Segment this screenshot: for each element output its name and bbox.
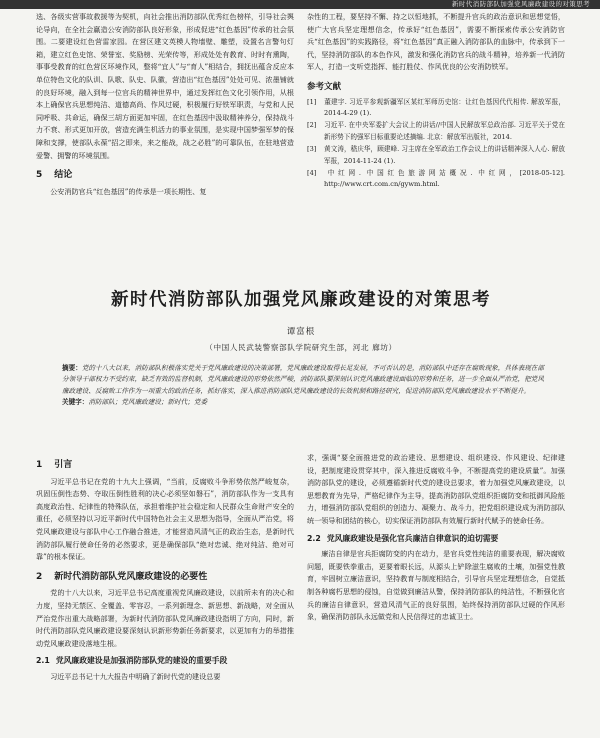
abstract-text: 党的十八大以来，消防部队积极落实党关于党风廉政建设的决策部署，党风廉政建设取得长足发展，不可否认的是，消防部队中还存在腐败现象，具体表现在部分领导干部权力不受约束，缺乏有效的监督机制，党风廉政建设的形势依然严峻，消防部队要深刻认识党风廉政建设面临的形势和任务，进一步全面从严治党，把党风廉政建设、反腐败工作作为一项重大的政治任务，抓好落实，深入推进消防部队党风廉政建设的长效机制和路径研究，促进消防部队党风廉政建设水平不断提升。 (62, 364, 545, 395)
running-header: 新时代消防部队加强党风廉政建设的对策思考 (452, 0, 590, 8)
intro-heading: 1 引言 (36, 460, 73, 470)
reference-item: [2] 习近平. 在中央军委扩大会议上的讲话//中国人民解放军总政治部. 习近平关于党在新形势下的强军目标重要论述摘编. 北京：解放军出版社，2014. (307, 121, 565, 141)
section-2-1-paragraph: 习近平总书记十九大报告中明确了新时代党的建设总要 (50, 671, 221, 681)
conclusion-heading (36, 169, 294, 182)
article-affiliation: （中国人民武装警察部队学院研究生部，河北 廊坊） (205, 343, 397, 352)
conclusion-label: 结论 (54, 170, 73, 181)
section-2-heading: 2 新时代消防部队党风廉政建设的必要性 (36, 571, 208, 582)
article-author: 谭富根 (286, 327, 316, 337)
section-2-paragraph: 党的十八大以来，习近平总书记高度重视党风廉政建设，以前所未有的决心和力度，坚持无禁区、全覆盖、零容忍，一系列新理念、新思想、新战略，对全面从严治党作出重大战略部署，为新时代消防部队党风廉政建设指明了方向，同时，新时代消防部队党风廉政建设要深刻认识新形势新任务新要求，以更加有力的举措推动党风廉政建设落地生根。 (36, 588, 294, 648)
reference-item: [3] 黄文涛，嵇庆华，顾建峰. 习主席在全军政治工作会议上的讲话精神深入人心. 解放军报，2014-11-24 (1). (307, 145, 565, 165)
section-2-2-heading: 2.2 党风廉政建设是强化官兵廉洁自律意识的迫切需要 (307, 533, 499, 543)
article-left-column (36, 452, 294, 684)
section-2-1-paragraph-continued: 求，强调“要全面推进党的政治建设、思想建设、组织建设、作风建设、纪律建设，把制度建设贯穿其中，深入推进反腐败斗争，不断提高党的建设质量”。加强消防部队党的建设，必须遵循新时代党的建设总要求，着力加强党风廉政建设，以思想教育为先导，严格纪律作为主导，提高消防部队党组织拒腐防变和抵御风险能力，增强消防部队党组织的创造力、凝聚力、战斗力，把党组织建设成为消防部队统一领导和团结的核心，切实保证消防部队有效履行新时代赋予的使命任务。 (307, 453, 565, 525)
reference-item: [1] 董建宇. 习近平参观新疆军区某红军师历史馆：让红色基因代代相传. 解放军报，2014-4-29 (1). (307, 97, 565, 117)
article-title: 新时代消防部队加强党风廉政建设的对策思考 (111, 290, 491, 310)
conclusion-paragraph: 公安消防官兵“红色基因”的传承是一项长期性、复 (50, 186, 207, 196)
prev-article-paragraph: 选、各级实营事故救援等为契机，向社会推出消防部队优秀红色榜样，引导社会舆论导向，在全社会赢造公安消防部队良好形象，形成促进“红色基因”传承的社会氛围。二要建设红色营雷家园。在营区建文英模人物墙壁、雕塑，设置名言警句灯箱，建立红色史馆、荣誉室、奖励榜、光荣传等，形成处处有教育、时时有熏陶，事事受教育的红色营区环境作风，整将“宜人”与“育人”相结合，拥抚出蕴含反应本单位特色文化的队训、队歌、队史、队徽，营造出“红色基因”处处可见、浓墨铺就的良好环境，融入到每一位官兵的精神世界中，通过发挥红色文化引领作用，从根本上确保官兵思想纯洁、道德高尚、作风过硬，积极履行好铁军职责，与党和人民同呼吸、共命运，确保三胡方面更加牢固，在红色基因中汲取精神养分，保持战斗力不衰、形式更加开放，营造充满生机活力的事业氛围，是实现中国梦强军梦的保障和支撑，使部队永葆“招之即来，来之能战，战之必胜”的可靠队伍，在驻地营造爱警、拥警的环境氛围。 (36, 12, 294, 160)
keywords-label: 关键字： (62, 397, 89, 406)
keywords-text: 消防部队；党风廉政建设；新时代；党委 (88, 397, 208, 406)
section-2-2-paragraph: 廉洁自律是官兵拒腐防变的内在动力，是官兵党性纯洁的重要表现，解决腐败问题，既要铁拳重击，更要着眼长远，从源头上铲除滋生腐败的土壤，加强党性教育，牢固树立廉洁意识，坚持教育与制度相结合，引导官兵坚定理想信念，自觉抵制各种腐朽思想的侵蚀，自觉做到廉洁从警，保持消防部队的纯洁性，不断强化官兵的廉洁自律意识，营造风清气正的良好氛围，始终保持消防部队过硬的作风形象，确保消防部队永远做党和人民信得过的忠诚卫士。 (307, 549, 565, 622)
references-list (307, 97, 565, 191)
top-strip (0, 0, 600, 9)
intro-paragraph: 习近平总书记在党的十九大上强调，“当前，反腐败斗争形势依然严峻复杂，巩固压倒性态势、夺取压倒性胜利的决心必须坚如磐石”，消防部队作为一支具有高度政治性、纪律性的特殊队伍，承担着维护社会稳定和人民群众生命财产安全的重任，必须坚持以习近平新时代中国特色社会主义思想为指导，全面从严治党，将党风廉政建设与部队中心工作融合推进，才能营造风清气正的政治生态，是新时代消防部队履行使命任务的必然要求，更是确保部队“绝对忠诚、绝对纯洁、绝对可靠”的根本保证。 (36, 476, 294, 562)
prev-article-right-column (307, 11, 565, 192)
references-heading: 参考文献 (307, 81, 342, 92)
prev-article-paragraph-continued: 杂性的工程，要坚持不懈、持之以恒地抓，不断提升官兵的政治意识和思想觉悟，使广大官兵坚定理想信念，传承好“红色基因”，需要不断探索传承公安消防官兵“红色基因”的实践路径，将“红色基因”真正融入消防部队的血脉中，传承到下一代，坚持消防部队的本色作风，激发和强化消防官兵的战斗精神，培养新一代消防军人，打造一支听党指挥、能打胜仗、作风优良的公安消防铁军。 (307, 12, 565, 72)
article-right-column (307, 452, 565, 624)
prev-article-left-column (36, 11, 294, 198)
abstract-label: 摘要： (62, 364, 82, 372)
article-abstract (62, 363, 544, 408)
reference-item: [4] 中红网. 中国红色旅游网站概况. 中红网，[2018-05-12]. http://www.crt.com.cn/gywm.html. (307, 169, 565, 189)
section-2-1-heading: 2.1 党风廉政建设是加强消防部队党的建设的重要手段 (36, 656, 228, 666)
conclusion-number: 5 (36, 170, 43, 181)
